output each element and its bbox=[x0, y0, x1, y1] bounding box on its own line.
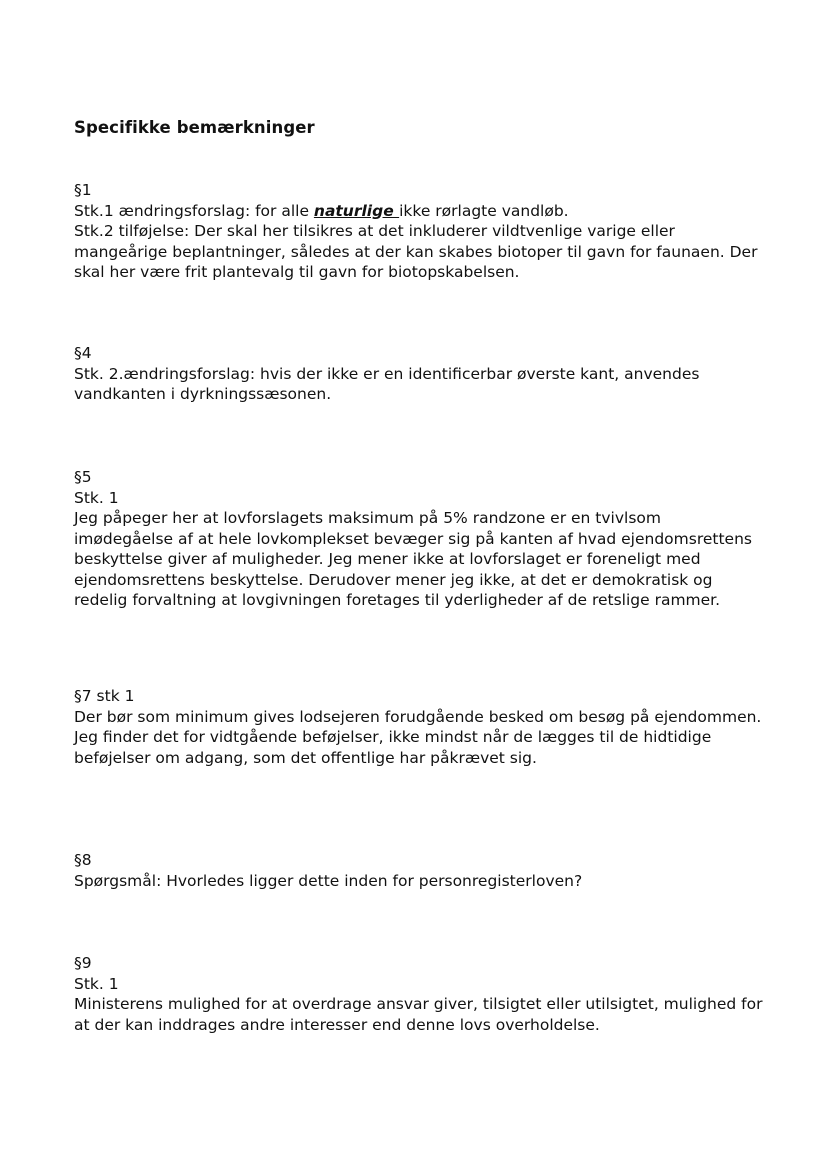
section-paragraph: Ministerens mulighed for at overdrage ansvar giver, tilsigtet eller utilsigtet, mulighed for at der kan inddrages andre interesser end denne lovs overholdelse. bbox=[74, 995, 763, 1034]
section-title: §8 bbox=[74, 851, 92, 869]
emphasized-word: naturlige bbox=[313, 201, 400, 220]
section-paragraph: Stk. 2.ændringsforslag: hvis der ikke er en identificerbar øverste kant, anvendes vandkanten i dyrkningssæsonen. bbox=[74, 364, 700, 403]
paragraph-text: Stk.1 ændringsforslag: for alle bbox=[74, 201, 314, 220]
section-paragraph: Stk.2 tilføjelse: Der skal her tilsikres at det inkluderer vildtvenlige varige eller mangeårige beplantninger, således at der kan skabes biotoper til gavn for faunaen. Der skal her være frit plantevalg til gavn for biotopskabelsen. bbox=[74, 222, 758, 281]
section-title: §4 bbox=[74, 344, 92, 362]
paragraph-text: ikke rørlagte vandløb. bbox=[399, 201, 569, 220]
section-5 bbox=[74, 467, 764, 611]
section-paragraph bbox=[74, 201, 764, 222]
section-9 bbox=[74, 953, 764, 1035]
section-title: §9 bbox=[74, 954, 92, 972]
section-title: §5 bbox=[74, 468, 92, 486]
section-7 bbox=[74, 686, 764, 768]
section-paragraph: Jeg påpeger her at lovforslagets maksimum på 5% randzone er en tvivlsom imødegåelse af at hele lovkomplekset bevæger sig på kanten af hvad ejendomsrettens beskyttelse giver af muligheder. Jeg mener ikke at lovforslaget er foreneligt med ejendomsrettens beskyttelse. Derudover mener jeg ikke, at det er demokratisk og redelig forvaltning at lovgivningen foretages til yderligheder af de retslige rammer. bbox=[74, 509, 752, 609]
section-paragraph: Spørgsmål: Hvorledes ligger dette inden for personregisterloven? bbox=[74, 871, 583, 890]
section-8 bbox=[74, 850, 764, 891]
section-subtitle: Stk. 1 bbox=[74, 488, 119, 507]
section-title: §1 bbox=[74, 181, 92, 199]
section-paragraph: Der bør som minimum gives lodsejeren forudgående besked om besøg på ejendommen. Jeg finder det for vidtgående beføjelser, ikke mindst når de lægges til de hidtidige beføjelser om adgang, som det offentlige har påkrævet sig. bbox=[74, 707, 762, 767]
section-subtitle: Stk. 1 bbox=[74, 974, 119, 993]
section-4 bbox=[74, 343, 764, 405]
section-1 bbox=[74, 180, 764, 283]
page-title: Specifikke bemærkninger bbox=[74, 118, 315, 137]
section-title: §7 stk 1 bbox=[74, 687, 135, 705]
